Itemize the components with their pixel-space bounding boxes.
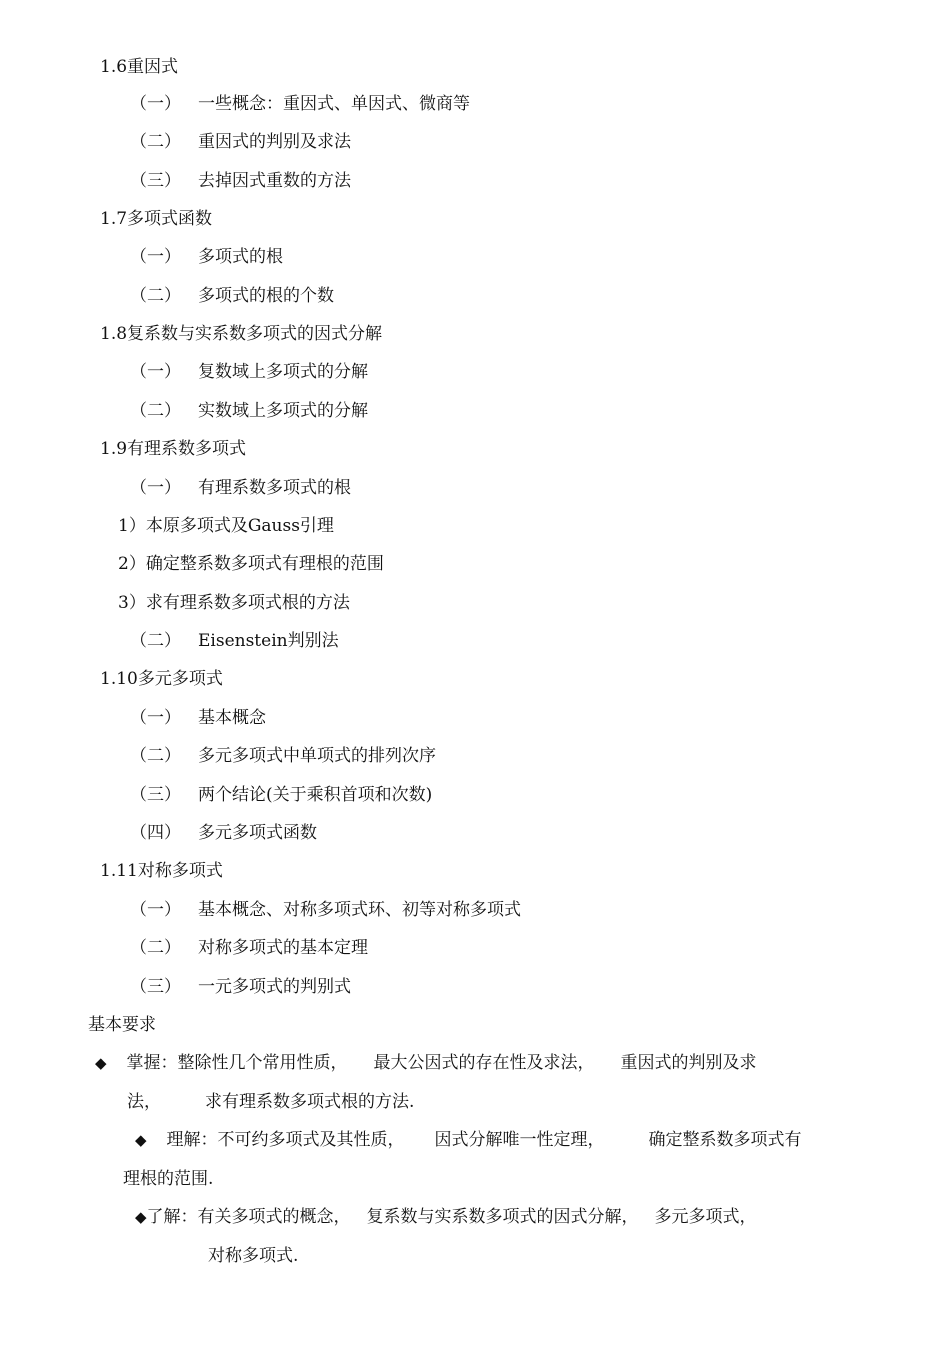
section-title: 1.8复系数与实系数多项式的因式分解 — [100, 324, 383, 344]
list-item: （三） 一元多项式的判别式 — [130, 977, 351, 997]
requirement-master-cont: 法， 求有理系数多项式根的方法. — [127, 1092, 415, 1112]
section-title: 1.10多元多项式 — [100, 669, 223, 689]
list-item: （一） 多项式的根 — [130, 247, 283, 267]
list-item: （二） 多项式的根的个数 — [130, 286, 334, 306]
sub-item: 3）求有理系数多项式根的方法 — [118, 593, 350, 613]
requirement-know: ◆了解：有关多项式的概念， 复系数与实系数多项式的因式分解， 多元多项式， — [135, 1207, 757, 1227]
requirements-heading: 基本要求 — [88, 1015, 156, 1035]
requirement-understand: ◆ 理解：不可约多项式及其性质， 因式分解唯一性定理， 确定整系数多项式有 — [135, 1130, 802, 1150]
requirement-master: ◆ 掌握：整除性几个常用性质， 最大公因式的存在性及求法， 重因式的判别及求 — [95, 1053, 757, 1073]
list-item: （四） 多元多项式函数 — [130, 823, 317, 843]
section-title: 1.6重因式 — [100, 57, 179, 77]
list-item: （三） 两个结论(关于乘积首项和次数) — [130, 785, 433, 805]
list-item: （二） 重因式的判别及求法 — [130, 132, 351, 152]
requirement-know-cont: 对称多项式. — [208, 1246, 299, 1266]
diamond-bullet-icon: ◆ — [135, 1208, 147, 1226]
section-title: 1.11对称多项式 — [100, 861, 223, 881]
sub-item: 1）本原多项式及Gauss引理 — [118, 516, 334, 536]
list-item: （二） 多元多项式中单项式的排列次序 — [130, 746, 436, 766]
list-item: （三） 去掉因式重数的方法 — [130, 171, 351, 191]
sub-item: 2）确定整系数多项式有理根的范围 — [118, 554, 384, 574]
section-title: 1.9有理系数多项式 — [100, 439, 247, 459]
list-item: （一） 有理系数多项式的根 — [130, 478, 351, 498]
list-item: （二） 实数域上多项式的分解 — [130, 401, 368, 421]
section-title: 1.7多项式函数 — [100, 209, 213, 229]
list-item: （一） 复数域上多项式的分解 — [130, 362, 368, 382]
list-item: （二） Eisenstein判别法 — [130, 631, 339, 651]
diamond-bullet-icon: ◆ — [135, 1131, 147, 1149]
list-item: （二） 对称多项式的基本定理 — [130, 938, 368, 958]
requirement-understand-cont: 理根的范围. — [123, 1169, 214, 1189]
list-item: （一） 一些概念：重因式、单因式、微商等 — [130, 94, 470, 114]
list-item: （一） 基本概念、对称多项式环、初等对称多项式 — [130, 900, 521, 920]
list-item: （一） 基本概念 — [130, 708, 266, 728]
diamond-bullet-icon: ◆ — [95, 1054, 107, 1072]
